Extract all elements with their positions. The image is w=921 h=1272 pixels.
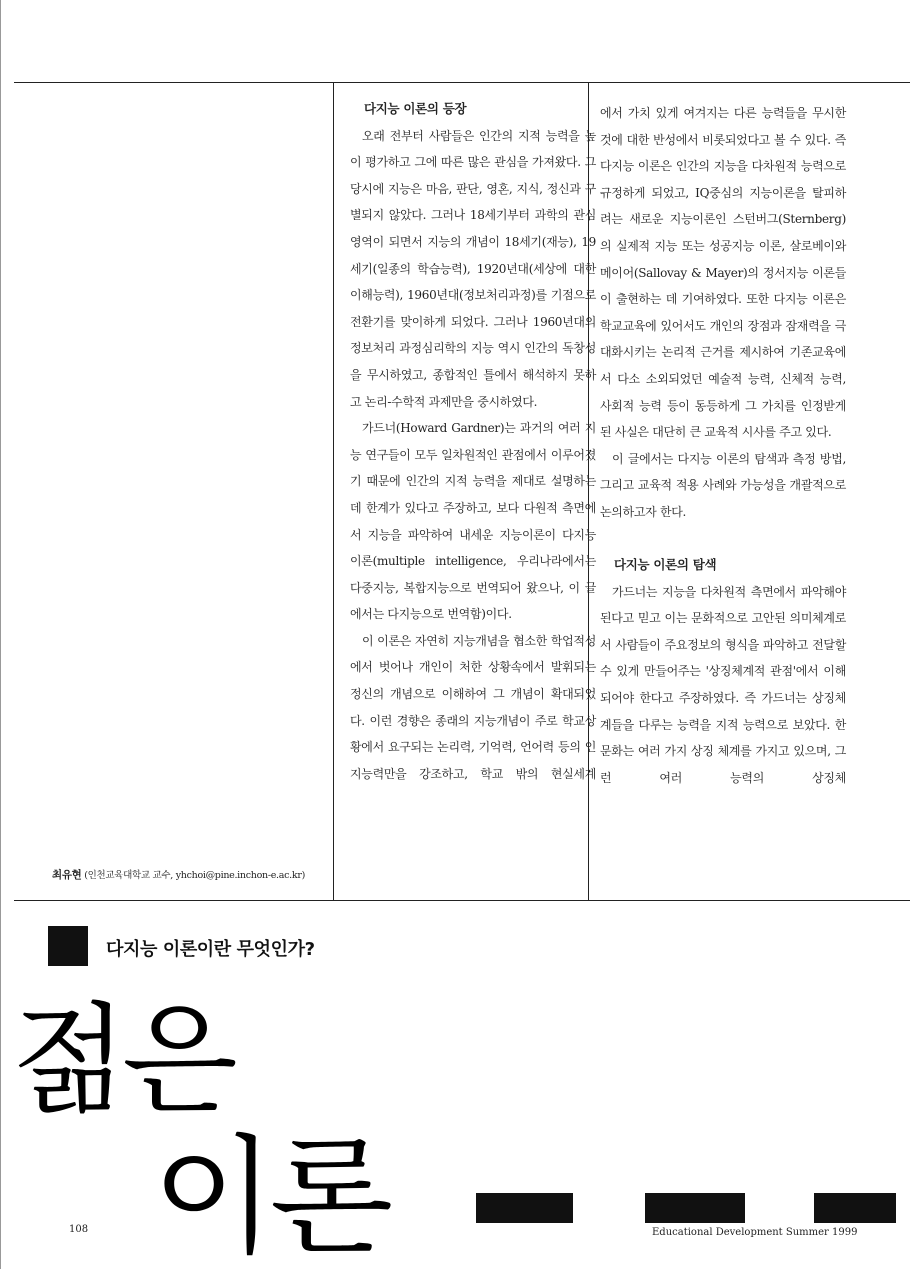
section-title: 다지능 이론이란 무엇인가?	[106, 939, 315, 960]
paragraph: 오래 전부터 사람들은 인간의 지적 능력을 높이 평가하고 그에 따른 많은 관심을 가져왔다. 그 당시에 지능은 마음, 판단, 영혼, 지식, 정신과 구별되지 않았다. 그러나 18세기부터 과학의 관심영역이 되면서 지능의 개념이 18세기(재능), 19세기(일종의 학습능력), 1920년대(세상에 대한 이해능력), 1960년대(정보처리과정)를 기점으로 전환기를 맞이하게 되었다. 그러나 1960년대의 정보처리 과정심리학의 지능 역시 인간의 독창성을 무시하였고, 종합적인 틀에서 해석하지 못하고 논리-수학적 과제만을 중시하였다.	[350, 128, 596, 409]
author-name: 최유현	[52, 869, 82, 881]
paragraph: 가드너(Howard Gardner)는 과거의 여러 지능 연구들이 모두 일차원적인 관점에서 이루어졌기 때문에 인간의 지적 능력을 제대로 설명하는 데 한계가 있다고 주장하고, 보다 다원적 측면에서 지능을 파악하여 내세운 지능이론이 다지능 이론(multiple intelligence, 우리나라에서는 다중지능, 복합지능으로 번역되어 왔으나, 이 글에서는 다지능으로 번역함)이다.	[350, 421, 596, 622]
display-title-line-2: 이론	[152, 1123, 388, 1272]
article-column-2	[600, 100, 846, 791]
page-number: 108	[69, 1224, 89, 1235]
author-affiliation: (인천교육대학교 교수, yhchoi@pine.inchon-e.ac.kr)	[84, 870, 305, 881]
article-column-1	[350, 96, 596, 787]
decorative-bar	[476, 1193, 573, 1223]
paragraph: 가드너는 지능을 다차원적 측면에서 파악해야 된다고 믿고 이는 문화적으로 고안된 의미체계로서 사람들이 주요정보의 형식을 파악하고 전달할 수 있게 만들어주는 '상징체계적 관점'에서 이해되어야 한다고 주장하였다. 즉 가드너는 상징체계들을 다루는 능력을 지적 능력으로 보았다. 한 문화는 여러 가지 상징 체계를 가지고 있으며, 그런 여러 능력의 상징체	[600, 584, 846, 785]
decorative-bar	[814, 1193, 896, 1223]
paragraph: 에서 가치 있게 여겨지는 다른 능력들을 무시한 것에 대한 반성에서 비롯되었다고 볼 수 있다. 즉 다지능 이론은 인간의 지능을 다차원적 능력으로 규정하게 되었고, IQ중심의 지능이론을 탈피하려는 새로운 지능이론인 스턴버그(Sternberg)의 실제적 지능 또는 성공지능 이론, 살로베이와 메이어(Sallovay & Mayer)의 정서지능 이론들이 출현하는 데 기여하였다. 또한 다지능 이론은 학교교육에 있어서도 개인의 장점과 잠재력을 극대화시키는 논리적 근거를 제시하여 기존교육에서 다소 소외되었던 예술적 능력, 신체적 능력, 사회적 능력 등이 동등하게 그 가치를 인정받게 된 사실은 대단히 큰 교육적 시사를 주고 있다.	[600, 106, 846, 440]
section-heading-exploration: 다지능 이론의 탐색	[614, 557, 717, 573]
journal-footer: Educational Development Summer 1999	[652, 1227, 858, 1238]
section-heading-origin: 다지능 이론의 등장	[364, 101, 467, 116]
top-rule	[14, 82, 910, 83]
left-edge-rule	[0, 0, 1, 1269]
author-line	[52, 867, 305, 882]
display-title-line-1: 젊은	[12, 992, 232, 1131]
paragraph: 이 글에서는 다지능 이론의 탐색과 측정 방법, 그리고 교육적 적용 사례와 가능성을 개괄적으로 논의하고자 한다.	[600, 451, 846, 519]
section-marker-block	[48, 926, 88, 966]
bottom-rule	[14, 900, 910, 901]
column-divider-left	[333, 83, 334, 900]
decorative-bar	[645, 1193, 745, 1223]
paragraph: 이 이론은 자연히 지능개념을 협소한 학업적성에서 벗어나 개인이 처한 상황속에서 발휘되는 정신의 개념으로 이해하여 그 개념이 확대되었다. 이런 경향은 종래의 지능개념이 주로 학교상황에서 요구되는 논리력, 기억력, 언어력 등의 인지능력만을 강조하고, 학교 밖의 현실세계	[350, 633, 596, 781]
